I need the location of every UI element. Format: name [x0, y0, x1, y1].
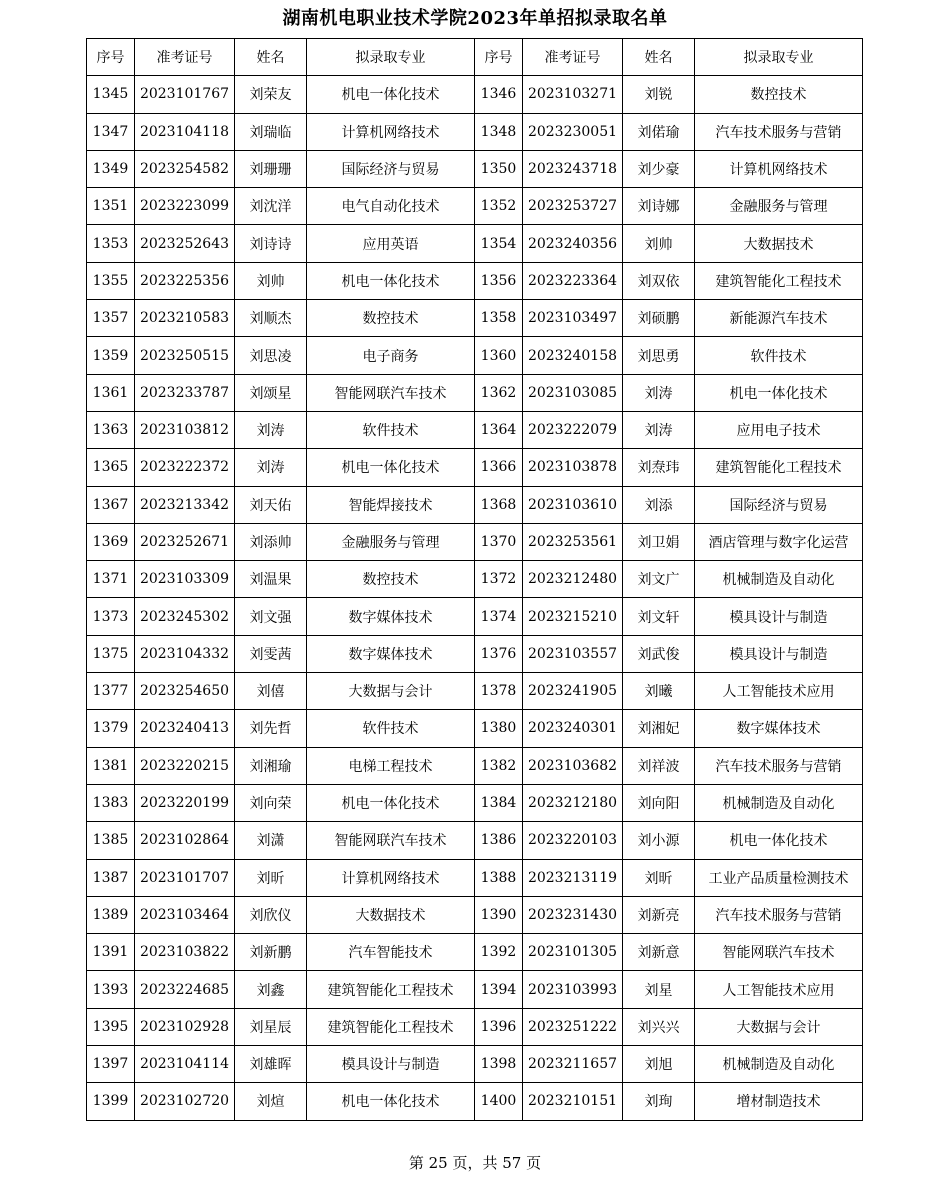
cell-exam-id: 2023243718: [523, 150, 623, 187]
table-row: [87, 673, 863, 710]
cell-name: 刘双依: [623, 262, 695, 299]
cell-name: 刘雄晖: [235, 1046, 307, 1083]
cell-exam-id: 2023103610: [523, 486, 623, 523]
table-row: [87, 822, 863, 859]
cell-no: 1385: [87, 822, 135, 859]
cell-no: 1379: [87, 710, 135, 747]
cell-no: 1400: [475, 1083, 523, 1120]
cell-no: 1364: [475, 411, 523, 448]
cell-major: 智能网联汽车技术: [695, 934, 863, 971]
cell-exam-id: 2023103993: [523, 971, 623, 1008]
table-row: [87, 411, 863, 448]
cell-name: 刘武俊: [623, 635, 695, 672]
table-row: [87, 859, 863, 896]
cell-exam-id: 2023240413: [135, 710, 235, 747]
cell-major: 汽车技术服务与营销: [695, 113, 863, 150]
cell-no: 1397: [87, 1046, 135, 1083]
cell-no: 1359: [87, 337, 135, 374]
cell-major: 电梯工程技术: [307, 747, 475, 784]
cell-name: 刘新鹏: [235, 934, 307, 971]
cell-major: 智能网联汽车技术: [307, 374, 475, 411]
header-major: 拟录取专业: [695, 39, 863, 76]
table-row: [87, 374, 863, 411]
cell-name: 刘顺杰: [235, 300, 307, 337]
cell-name: 刘昕: [623, 859, 695, 896]
cell-exam-id: 2023251222: [523, 1008, 623, 1045]
cell-no: 1352: [475, 188, 523, 225]
cell-name: 刘祥波: [623, 747, 695, 784]
cell-major: 数控技术: [307, 561, 475, 598]
cell-exam-id: 2023250515: [135, 337, 235, 374]
cell-name: 刘珊珊: [235, 150, 307, 187]
cell-major: 数控技术: [695, 76, 863, 113]
cell-no: 1393: [87, 971, 135, 1008]
table-row: [87, 971, 863, 1008]
cell-exam-id: 2023104114: [135, 1046, 235, 1083]
table-body: [87, 76, 863, 1120]
cell-major: 国际经济与贸易: [307, 150, 475, 187]
cell-exam-id: 2023233787: [135, 374, 235, 411]
cell-exam-id: 2023211657: [523, 1046, 623, 1083]
table-row: [87, 710, 863, 747]
cell-name: 刘颂星: [235, 374, 307, 411]
cell-exam-id: 2023103557: [523, 635, 623, 672]
cell-no: 1382: [475, 747, 523, 784]
cell-major: 汽车技术服务与营销: [695, 747, 863, 784]
cell-no: 1390: [475, 896, 523, 933]
table-row: [87, 449, 863, 486]
header-exam-id: 准考证号: [523, 39, 623, 76]
cell-major: 金融服务与管理: [307, 523, 475, 560]
cell-no: 1371: [87, 561, 135, 598]
header-major: 拟录取专业: [307, 39, 475, 76]
cell-name: 刘涛: [623, 411, 695, 448]
cell-major: 应用英语: [307, 225, 475, 262]
cell-exam-id: 2023240301: [523, 710, 623, 747]
cell-exam-id: 2023103271: [523, 76, 623, 113]
admission-table: [86, 38, 863, 1121]
cell-major: 数字媒体技术: [307, 598, 475, 635]
cell-no: 1384: [475, 784, 523, 821]
cell-major: 酒店管理与数字化运营: [695, 523, 863, 560]
cell-no: 1381: [87, 747, 135, 784]
cell-exam-id: 2023231430: [523, 896, 623, 933]
cell-name: 刘沈洋: [235, 188, 307, 225]
cell-name: 刘曦: [623, 673, 695, 710]
cell-no: 1394: [475, 971, 523, 1008]
cell-name: 刘温果: [235, 561, 307, 598]
cell-no: 1389: [87, 896, 135, 933]
table-row: [87, 561, 863, 598]
cell-major: 软件技术: [307, 411, 475, 448]
cell-exam-id: 2023212480: [523, 561, 623, 598]
cell-major: 大数据技术: [695, 225, 863, 262]
cell-major: 金融服务与管理: [695, 188, 863, 225]
cell-no: 1354: [475, 225, 523, 262]
cell-no: 1399: [87, 1083, 135, 1120]
cell-no: 1356: [475, 262, 523, 299]
cell-exam-id: 2023101707: [135, 859, 235, 896]
cell-major: 国际经济与贸易: [695, 486, 863, 523]
cell-name: 刘瑞临: [235, 113, 307, 150]
cell-exam-id: 2023252671: [135, 523, 235, 560]
cell-exam-id: 2023102928: [135, 1008, 235, 1045]
cell-major: 建筑智能化工程技术: [695, 262, 863, 299]
cell-no: 1388: [475, 859, 523, 896]
cell-no: 1370: [475, 523, 523, 560]
cell-name: 刘昕: [235, 859, 307, 896]
cell-exam-id: 2023220199: [135, 784, 235, 821]
cell-no: 1386: [475, 822, 523, 859]
cell-major: 人工智能技术应用: [695, 673, 863, 710]
cell-name: 刘兴兴: [623, 1008, 695, 1045]
cell-major: 机电一体化技术: [307, 1083, 475, 1120]
cell-no: 1373: [87, 598, 135, 635]
cell-exam-id: 2023210583: [135, 300, 235, 337]
cell-exam-id: 2023222079: [523, 411, 623, 448]
cell-major: 建筑智能化工程技术: [307, 971, 475, 1008]
cell-no: 1350: [475, 150, 523, 187]
cell-exam-id: 2023215210: [523, 598, 623, 635]
table-row: [87, 1083, 863, 1120]
table-row: [87, 1008, 863, 1045]
table-row: [87, 784, 863, 821]
cell-name: 刘小源: [623, 822, 695, 859]
cell-major: 机电一体化技术: [695, 374, 863, 411]
cell-exam-id: 2023253561: [523, 523, 623, 560]
cell-exam-id: 2023101305: [523, 934, 623, 971]
cell-no: 1367: [87, 486, 135, 523]
table-row: [87, 1046, 863, 1083]
cell-major: 增材制造技术: [695, 1083, 863, 1120]
cell-major: 人工智能技术应用: [695, 971, 863, 1008]
page-footer: 第 25 页，共 57 页: [408, 1154, 542, 1172]
cell-no: 1348: [475, 113, 523, 150]
table-row: [87, 76, 863, 113]
cell-major: 大数据与会计: [307, 673, 475, 710]
cell-name: 刘先哲: [235, 710, 307, 747]
cell-major: 机电一体化技术: [307, 262, 475, 299]
cell-name: 刘诗诗: [235, 225, 307, 262]
cell-exam-id: 2023225356: [135, 262, 235, 299]
cell-no: 1378: [475, 673, 523, 710]
cell-name: 刘涛: [235, 411, 307, 448]
cell-exam-id: 2023253727: [523, 188, 623, 225]
cell-exam-id: 2023104332: [135, 635, 235, 672]
cell-exam-id: 2023220215: [135, 747, 235, 784]
cell-exam-id: 2023103085: [523, 374, 623, 411]
table-row: [87, 896, 863, 933]
cell-name: 刘文强: [235, 598, 307, 635]
cell-exam-id: 2023103682: [523, 747, 623, 784]
cell-major: 建筑智能化工程技术: [307, 1008, 475, 1045]
cell-name: 刘僖: [235, 673, 307, 710]
cell-exam-id: 2023220103: [523, 822, 623, 859]
header-no: 序号: [87, 39, 135, 76]
cell-name: 刘偌瑜: [623, 113, 695, 150]
cell-no: 1372: [475, 561, 523, 598]
cell-no: 1353: [87, 225, 135, 262]
cell-no: 1351: [87, 188, 135, 225]
cell-major: 建筑智能化工程技术: [695, 449, 863, 486]
cell-major: 应用电子技术: [695, 411, 863, 448]
table-row: [87, 300, 863, 337]
cell-exam-id: 2023210151: [523, 1083, 623, 1120]
cell-name: 刘星辰: [235, 1008, 307, 1045]
cell-exam-id: 2023102864: [135, 822, 235, 859]
cell-name: 刘荣友: [235, 76, 307, 113]
table-row: [87, 747, 863, 784]
header-name: 姓名: [235, 39, 307, 76]
cell-major: 机电一体化技术: [307, 784, 475, 821]
cell-no: 1358: [475, 300, 523, 337]
cell-no: 1369: [87, 523, 135, 560]
cell-major: 新能源汽车技术: [695, 300, 863, 337]
cell-exam-id: 2023223364: [523, 262, 623, 299]
table-row: [87, 262, 863, 299]
cell-exam-id: 2023240356: [523, 225, 623, 262]
cell-exam-id: 2023240158: [523, 337, 623, 374]
header-name: 姓名: [623, 39, 695, 76]
cell-name: 刘珣: [623, 1083, 695, 1120]
cell-major: 汽车智能技术: [307, 934, 475, 971]
cell-exam-id: 2023212180: [523, 784, 623, 821]
table-row: [87, 523, 863, 560]
cell-name: 刘湘瑜: [235, 747, 307, 784]
cell-major: 机械制造及自动化: [695, 784, 863, 821]
cell-major: 机械制造及自动化: [695, 1046, 863, 1083]
cell-no: 1362: [475, 374, 523, 411]
cell-exam-id: 2023103497: [523, 300, 623, 337]
cell-exam-id: 2023241905: [523, 673, 623, 710]
cell-name: 刘帅: [235, 262, 307, 299]
cell-major: 计算机网络技术: [695, 150, 863, 187]
cell-exam-id: 2023103812: [135, 411, 235, 448]
cell-major: 智能网联汽车技术: [307, 822, 475, 859]
cell-exam-id: 2023223099: [135, 188, 235, 225]
cell-exam-id: 2023103878: [523, 449, 623, 486]
cell-no: 1365: [87, 449, 135, 486]
cell-no: 1383: [87, 784, 135, 821]
cell-no: 1368: [475, 486, 523, 523]
cell-exam-id: 2023213119: [523, 859, 623, 896]
cell-exam-id: 2023103309: [135, 561, 235, 598]
header-exam-id: 准考证号: [135, 39, 235, 76]
table-row: [87, 113, 863, 150]
cell-name: 刘思凌: [235, 337, 307, 374]
cell-exam-id: 2023102720: [135, 1083, 235, 1120]
cell-name: 刘鑫: [235, 971, 307, 1008]
cell-major: 智能焊接技术: [307, 486, 475, 523]
cell-no: 1391: [87, 934, 135, 971]
cell-major: 软件技术: [695, 337, 863, 374]
table-row: [87, 486, 863, 523]
cell-no: 1376: [475, 635, 523, 672]
cell-name: 刘涛: [623, 374, 695, 411]
table-header-row: [87, 39, 863, 76]
cell-name: 刘帅: [623, 225, 695, 262]
cell-major: 汽车技术服务与营销: [695, 896, 863, 933]
table-row: [87, 225, 863, 262]
cell-major: 模具设计与制造: [695, 598, 863, 635]
cell-no: 1366: [475, 449, 523, 486]
cell-no: 1355: [87, 262, 135, 299]
cell-name: 刘文广: [623, 561, 695, 598]
cell-major: 机电一体化技术: [695, 822, 863, 859]
cell-major: 数字媒体技术: [695, 710, 863, 747]
cell-name: 刘星: [623, 971, 695, 1008]
cell-exam-id: 2023230051: [523, 113, 623, 150]
cell-exam-id: 2023254582: [135, 150, 235, 187]
cell-no: 1396: [475, 1008, 523, 1045]
cell-exam-id: 2023222372: [135, 449, 235, 486]
cell-name: 刘焘玮: [623, 449, 695, 486]
cell-name: 刘新意: [623, 934, 695, 971]
cell-exam-id: 2023104118: [135, 113, 235, 150]
cell-no: 1349: [87, 150, 135, 187]
cell-no: 1345: [87, 76, 135, 113]
cell-major: 数字媒体技术: [307, 635, 475, 672]
cell-name: 刘天佑: [235, 486, 307, 523]
cell-no: 1395: [87, 1008, 135, 1045]
cell-name: 刘湘妃: [623, 710, 695, 747]
table-row: [87, 598, 863, 635]
cell-no: 1357: [87, 300, 135, 337]
cell-major: 机械制造及自动化: [695, 561, 863, 598]
cell-exam-id: 2023103464: [135, 896, 235, 933]
cell-major: 计算机网络技术: [307, 859, 475, 896]
cell-no: 1387: [87, 859, 135, 896]
cell-exam-id: 2023103822: [135, 934, 235, 971]
cell-no: 1380: [475, 710, 523, 747]
cell-exam-id: 2023252643: [135, 225, 235, 262]
cell-exam-id: 2023101767: [135, 76, 235, 113]
cell-no: 1363: [87, 411, 135, 448]
cell-major: 模具设计与制造: [307, 1046, 475, 1083]
cell-major: 机电一体化技术: [307, 76, 475, 113]
cell-no: 1347: [87, 113, 135, 150]
cell-major: 软件技术: [307, 710, 475, 747]
cell-name: 刘欣仪: [235, 896, 307, 933]
cell-name: 刘雯茜: [235, 635, 307, 672]
table-row: [87, 934, 863, 971]
cell-exam-id: 2023245302: [135, 598, 235, 635]
table-row: [87, 188, 863, 225]
cell-major: 电子商务: [307, 337, 475, 374]
cell-name: 刘添: [623, 486, 695, 523]
page-title: 湖南机电职业技术学院2023年单招拟录取名单: [282, 8, 668, 29]
cell-major: 机电一体化技术: [307, 449, 475, 486]
cell-major: 工业产品质量检测技术: [695, 859, 863, 896]
cell-name: 刘煊: [235, 1083, 307, 1120]
cell-name: 刘向荣: [235, 784, 307, 821]
table-row: [87, 635, 863, 672]
table-row: [87, 150, 863, 187]
cell-name: 刘旭: [623, 1046, 695, 1083]
cell-exam-id: 2023224685: [135, 971, 235, 1008]
cell-no: 1374: [475, 598, 523, 635]
cell-major: 电气自动化技术: [307, 188, 475, 225]
cell-no: 1346: [475, 76, 523, 113]
cell-no: 1361: [87, 374, 135, 411]
header-no: 序号: [475, 39, 523, 76]
cell-major: 模具设计与制造: [695, 635, 863, 672]
cell-name: 刘思勇: [623, 337, 695, 374]
cell-name: 刘少豪: [623, 150, 695, 187]
cell-name: 刘向阳: [623, 784, 695, 821]
cell-name: 刘添帅: [235, 523, 307, 560]
cell-major: 大数据技术: [307, 896, 475, 933]
cell-no: 1360: [475, 337, 523, 374]
cell-name: 刘新亮: [623, 896, 695, 933]
cell-name: 刘硕鹏: [623, 300, 695, 337]
table-row: [87, 337, 863, 374]
cell-name: 刘涛: [235, 449, 307, 486]
cell-no: 1375: [87, 635, 135, 672]
cell-major: 计算机网络技术: [307, 113, 475, 150]
cell-name: 刘卫娟: [623, 523, 695, 560]
cell-name: 刘文轩: [623, 598, 695, 635]
cell-name: 刘锐: [623, 76, 695, 113]
cell-no: 1377: [87, 673, 135, 710]
cell-exam-id: 2023213342: [135, 486, 235, 523]
cell-major: 数控技术: [307, 300, 475, 337]
cell-name: 刘潇: [235, 822, 307, 859]
cell-no: 1392: [475, 934, 523, 971]
cell-exam-id: 2023254650: [135, 673, 235, 710]
cell-major: 大数据与会计: [695, 1008, 863, 1045]
cell-name: 刘诗娜: [623, 188, 695, 225]
cell-no: 1398: [475, 1046, 523, 1083]
